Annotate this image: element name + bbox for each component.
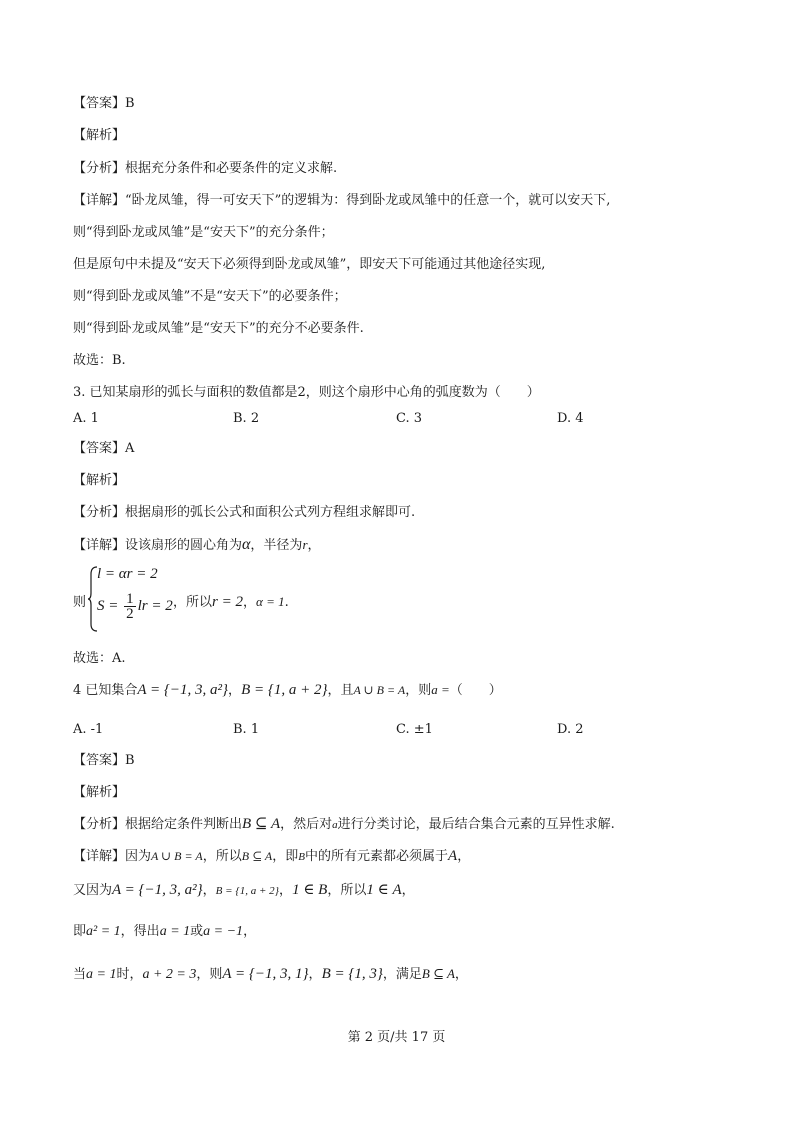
detail-line: 则“得到卧龙或凤雏”是“安天下”的充分条件； [73,225,334,240]
analysis-text [73,815,615,834]
detail-line [73,536,321,555]
solution-1: a = 1 [159,924,191,939]
set-b-case: B = {1, 3} [321,966,383,982]
question-3: 3. 已知某扇形的弧长与面积的数值都是2，则这个扇形中心角的弧度数为（ ） [73,385,540,400]
solution-2: a = −1 [203,924,244,939]
case-a-eq-1: a = 1 [86,967,117,982]
option-d: D. 4 [557,411,584,426]
text-span: 【详解】因为 [73,849,152,864]
text-span: ，所以 [202,849,242,864]
fraction-half [124,592,136,621]
text-span: ， [228,683,242,698]
set-b: B [298,851,305,863]
set-a-def: A = {−1, 3, a²} [112,882,203,898]
equation-1: l = αr = 2 [97,566,158,582]
choice-conclusion: 故选：B. [73,353,126,368]
option-b: B. 1 [233,722,260,737]
text-span: ，然后对 [280,817,333,832]
answer-label: 【答案】A [73,441,135,456]
subset-expr: B ⊆ A [241,849,273,863]
text-span: ， [202,883,216,898]
text-span: ，得出 [120,924,160,939]
subset-expr: B ⊆ A [421,966,455,981]
text-span: 进行分类讨论，最后结合集合元素的互异性求解. [337,817,615,832]
page-footer: 第 2 页/共 17 页 [347,1030,446,1045]
detail-line [73,847,470,866]
radius-symbol: r [302,537,308,552]
result-r: r = 2 [212,594,243,610]
detail-line: 但是原句中未提及“安天下必须得到卧龙或凤雏”，即安天下可能通过其他途径实现, [73,257,546,272]
analysis-label: 【解析】 [73,473,126,488]
text-span: ， [454,967,468,982]
choice-conclusion: 故选：A. [73,651,126,666]
equation-2 [97,592,173,621]
a-squared-eq: a² = 1 [86,924,121,939]
text-span: ， [457,849,471,864]
text-span: ，即 [272,849,299,864]
equation-2-rhs: lr = 2 [137,598,173,614]
detail-line [73,965,468,984]
detail-line [73,923,256,941]
text-span: 当 [73,967,87,982]
option-b: B. 2 [233,411,260,426]
text-span: 4 已知集合 [73,683,138,698]
answer-label: 【答案】B [73,96,135,111]
text-span: 或 [190,924,204,939]
set-a: A [448,848,458,864]
text-span: 又因为 [73,883,113,898]
detail-line: 【详解】“卧龙凤雏，得一可安天下”的逻辑为：得到卧龙或凤雏中的任意一个，就可以安天下, [73,193,611,208]
membership-b: 1 ∈ B [292,882,328,898]
analysis-label: 【解析】 [73,128,126,143]
text-span: ， [308,967,322,982]
set-b-def: B = {1, a + 2} [215,885,280,897]
system-result [173,591,289,611]
fraction-denominator: 2 [126,606,134,622]
a-equals: a = [431,682,450,697]
text-span: ，满足 [382,967,422,982]
option-d: D. 2 [557,722,584,737]
text-span: ， [279,883,293,898]
result-alpha: α = 1 [256,594,285,609]
text-span: 中的所有元素都必须属于 [305,849,449,864]
text-span: 即 [73,924,87,939]
text-span: ， [242,595,256,610]
analysis-text: 【分析】根据充分条件和必要条件的定义求解. [73,161,338,176]
text-span: ， [401,883,415,898]
option-a: A. -1 [73,722,104,737]
text-span: ， [243,924,257,939]
set-a-def: A = {−1, 3, a²} [137,682,229,698]
detail-line: 则“得到卧龙或凤雏”不是“安天下”的必要条件； [73,289,347,304]
option-c: C. ±1 [396,722,433,737]
variable-a: a [332,819,338,831]
text-span: ，且 [327,683,354,698]
option-a: A. 1 [73,411,99,426]
text-span: 时， [116,967,143,982]
answer-label: 【答案】B [73,753,135,768]
set-b-def: B = {1, a + 2} [241,682,328,698]
text-span: ， [307,538,321,553]
text-span: ，所以 [173,595,213,610]
subset-expr: B ⊆ A [242,816,281,832]
union-expr: A ∪ B = A [151,849,203,863]
union-condition: A ∪ B = A [353,683,406,697]
then-label: 则 [73,595,87,610]
text-span: ，则 [405,683,432,698]
set-a-case: A = {−1, 3, 1} [222,966,309,982]
analysis-label: 【解析】 [73,785,126,800]
detail-line: 则“得到卧龙或凤雏”是“安天下”的充分不必要条件. [73,321,364,336]
text-span: ，所以 [327,883,367,898]
text-span: 【详解】设该扇形的圆心角为 [73,538,243,553]
text-span: ，则 [196,967,223,982]
text-span: 【分析】根据给定条件判断出 [73,817,243,832]
a-plus-2: a + 2 = 3 [142,967,197,982]
fraction-numerator: 1 [126,591,134,607]
text-span: ，半径为 [250,538,303,553]
option-c: C. 3 [396,411,423,426]
text-span: . [284,595,289,610]
question-4 [73,681,502,700]
detail-line [73,881,415,900]
membership-a: 1 ∈ A [366,882,402,898]
alpha-symbol: α [242,536,251,553]
equation-system [73,564,393,634]
equation-2-lhs: S = [97,598,123,614]
analysis-text: 【分析】根据扇形的弧长公式和面积公式列方程组求解即可. [73,505,416,520]
text-span: （ ） [449,683,502,698]
